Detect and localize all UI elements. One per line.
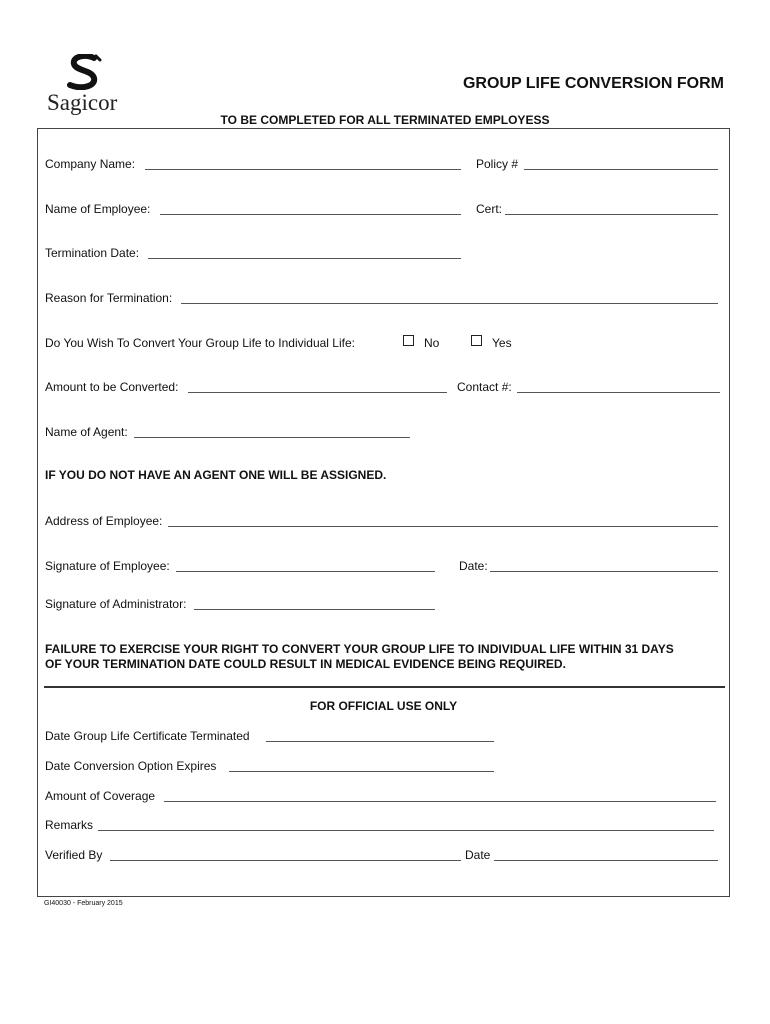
termination-date-label: Termination Date: <box>45 246 140 260</box>
amount-converted-label: Amount to be Converted: <box>45 380 179 394</box>
employee-name-label: Name of Employee: <box>45 202 151 216</box>
company-name-field[interactable] <box>145 169 461 170</box>
contact-label: Contact #: <box>457 380 512 394</box>
official-use-heading: FOR OFFICIAL USE ONLY <box>309 699 458 713</box>
agent-name-field[interactable] <box>134 437 410 438</box>
warning-line-1: FAILURE TO EXERCISE YOUR RIGHT TO CONVERT YOUR GROUP LIFE TO INDIVIDUAL LIFE WITHIN 31 DAYS <box>45 642 674 656</box>
yes-option-label: Yes <box>492 336 512 350</box>
form-subtitle: TO BE COMPLETED FOR ALL TERMINATED EMPLOYESS <box>220 113 550 127</box>
signature-admin-field[interactable] <box>194 609 435 610</box>
date-field[interactable] <box>490 571 718 572</box>
cert-terminated-label: Date Group Life Certificate Terminated <box>45 729 250 743</box>
coverage-field[interactable] <box>164 801 716 802</box>
agent-name-label: Name of Agent: <box>45 425 128 439</box>
policy-label: Policy # <box>476 157 519 171</box>
signature-employee-field[interactable] <box>176 571 435 572</box>
option-expires-field[interactable] <box>229 771 494 772</box>
company-name-label: Company Name: <box>45 157 136 171</box>
policy-field[interactable] <box>524 169 718 170</box>
form-frame <box>37 128 730 897</box>
option-expires-label: Date Conversion Option Expires <box>45 759 217 773</box>
agent-notice: IF YOU DO NOT HAVE AN AGENT ONE WILL BE ASSIGNED. <box>45 468 387 482</box>
no-option-label: No <box>424 336 440 350</box>
verified-by-label: Verified By <box>45 848 103 862</box>
sagicor-logo <box>44 54 134 120</box>
form-code: GI40030 - February 2015 <box>44 900 123 907</box>
reason-label: Reason for Termination: <box>45 291 173 305</box>
warning-line-2: OF YOUR TERMINATION DATE COULD RESULT IN MEDICAL EVIDENCE BEING REQUIRED. <box>45 657 566 671</box>
signature-admin-label: Signature of Administrator: <box>45 597 187 611</box>
address-label: Address of Employee: <box>45 514 163 528</box>
employee-name-field[interactable] <box>160 214 461 215</box>
coverage-label: Amount of Coverage <box>45 789 156 803</box>
yes-checkbox[interactable] <box>471 335 482 346</box>
official-date-field[interactable] <box>494 860 718 861</box>
signature-employee-label: Signature of Employee: <box>45 559 170 573</box>
verified-by-field[interactable] <box>110 860 461 861</box>
termination-date-field[interactable] <box>148 258 461 259</box>
form-title: GROUP LIFE CONVERSION FORM <box>462 75 724 92</box>
date-label: Date: <box>459 559 488 573</box>
cert-field[interactable] <box>505 214 718 215</box>
remarks-label: Remarks <box>45 818 94 832</box>
remarks-field[interactable] <box>98 830 714 831</box>
contact-field[interactable] <box>517 392 720 393</box>
cert-label: Cert: <box>476 202 503 216</box>
amount-converted-field[interactable] <box>188 392 447 393</box>
cert-terminated-field[interactable] <box>266 741 494 742</box>
logo-wordmark: Sagicor <box>47 90 118 115</box>
section-divider <box>44 686 725 688</box>
no-checkbox[interactable] <box>403 335 414 346</box>
address-field[interactable] <box>168 526 718 527</box>
official-date-label: Date <box>465 848 491 862</box>
convert-question-label: Do You Wish To Convert Your Group Life to Individual Life: <box>45 336 355 350</box>
reason-field[interactable] <box>181 303 718 304</box>
sagicor-s-icon <box>64 54 104 90</box>
